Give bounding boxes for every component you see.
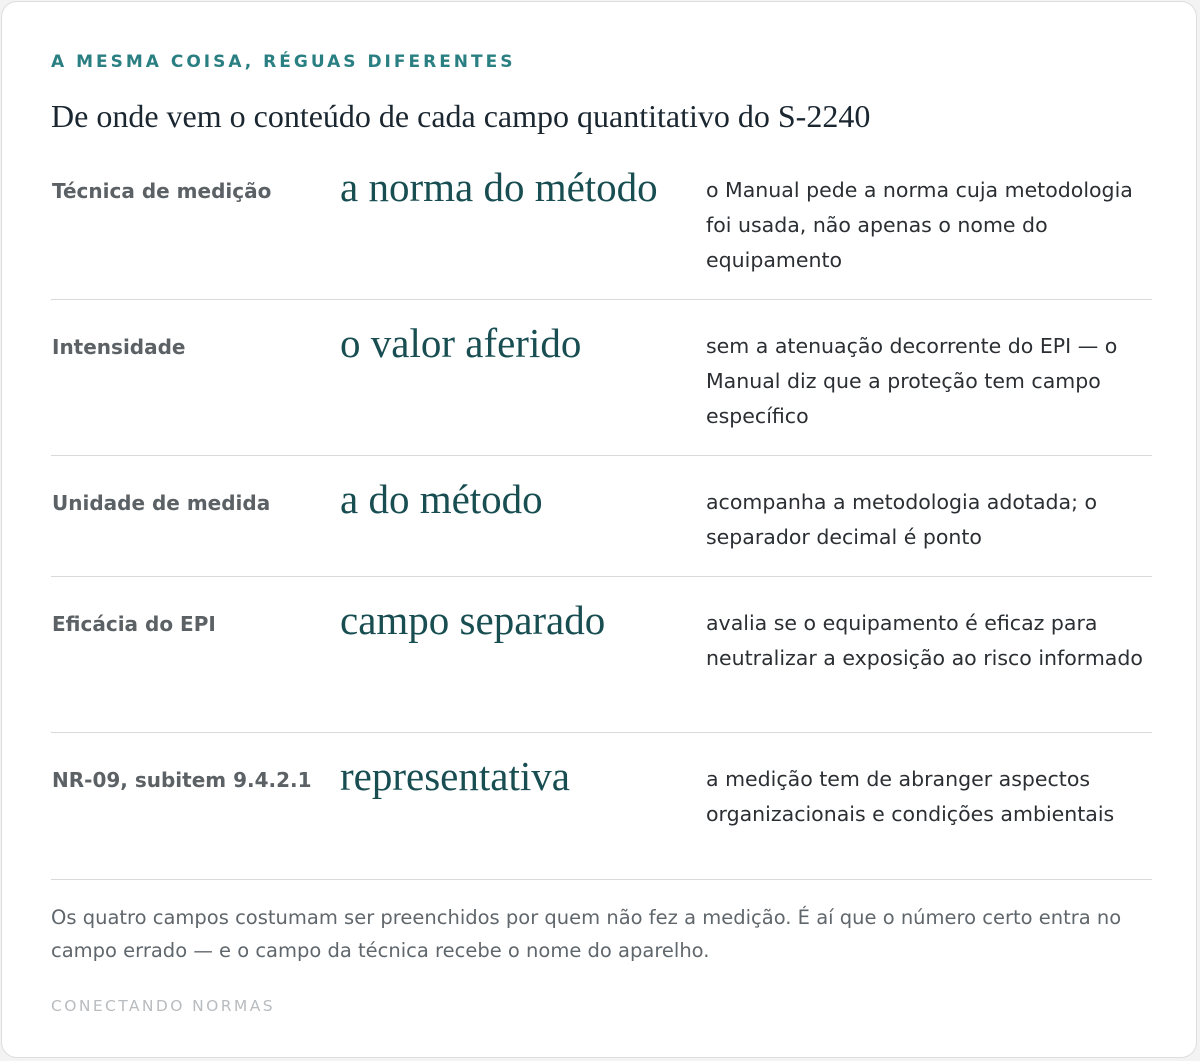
row-note: a medição tem de abranger aspectos organizacionais e condições ambientais <box>706 767 1115 826</box>
table-row <box>51 577 1152 733</box>
row-note: sem a atenuação decorrente do EPI — o Manual diz que a proteção tem campo específico <box>706 334 1118 428</box>
row-label: Unidade de medida <box>52 491 271 515</box>
row-note: avalia se o equipamento é eficaz para neutralizar a exposição ao risco informado <box>706 611 1143 670</box>
field-table <box>51 157 1152 880</box>
row-value: a do método <box>340 476 543 522</box>
page-title: De onde vem o conteúdo de cada campo quantitativo do S-2240 <box>51 98 871 134</box>
brand-label: CONECTANDO NORMAS <box>51 997 275 1015</box>
table-row <box>51 733 1152 880</box>
row-note: acompanha a metodologia adotada; o separador decimal é ponto <box>706 490 1098 549</box>
info-card <box>1 1 1197 1058</box>
kicker: A MESMA COISA, RÉGUAS DIFERENTES <box>51 52 516 72</box>
row-value: a norma do método <box>340 164 658 210</box>
row-note: o Manual pede a norma cuja metodologia foi usada, não apenas o nome do equipamento <box>706 178 1133 272</box>
table-row <box>51 157 1152 300</box>
row-label: NR-09, subitem 9.4.2.1 <box>52 768 312 792</box>
table-row <box>51 300 1152 456</box>
row-label: Eficácia do EPI <box>52 612 216 636</box>
table-row <box>51 456 1152 577</box>
row-value: o valor aferido <box>340 320 582 366</box>
row-value: representativa <box>340 753 570 799</box>
footer-note: Os quatro campos costumam ser preenchidos por quem não fez a medição. É aí que o número certo entra no campo errado — e o campo da técnica recebe o nome do aparelho. <box>51 906 1122 962</box>
row-label: Técnica de medição <box>52 179 272 203</box>
row-value: campo separado <box>340 597 606 643</box>
row-label: Intensidade <box>52 335 186 359</box>
